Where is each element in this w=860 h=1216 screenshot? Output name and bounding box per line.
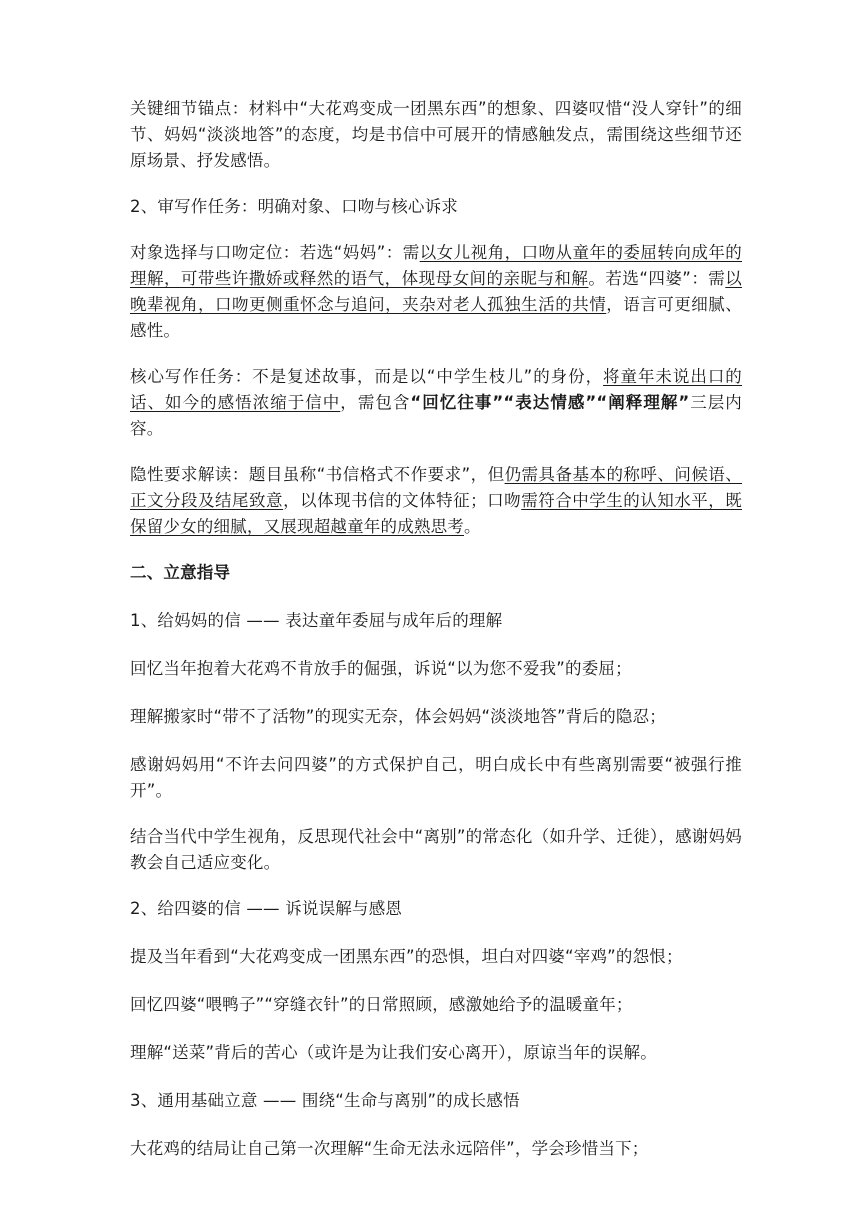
- bold-text: “回忆往事”“表达情感”“阐释理解”: [410, 393, 690, 412]
- heading-letter-grandma: 2、给四婆的信 —— 诉说误解与感恩: [130, 899, 403, 918]
- heading-letter-mom: 1、给妈妈的信 —— 表达童年委屈与成年后的理解: [130, 611, 503, 630]
- text-run: 核心写作任务：不是复述故事，而是以“中学生枝儿”的身份，: [130, 367, 604, 386]
- list-item: 理解“送菜”背后的苦心（或许是为让我们安心离开），原谅当年的误解。: [130, 1043, 657, 1062]
- list-item: 回忆当年抱着大花鸡不肯放手的倔强，诉说“以为您不爱我”的委屈；: [130, 659, 632, 678]
- text-run: ，语言可更细腻、感性。: [130, 295, 742, 340]
- heading-general: 3、通用基础立意 —— 围绕“生命与离别”的成长感悟: [130, 1091, 520, 1110]
- underlined-text: 仍需具备基本的称呼、问候语、正文分段及结尾致意: [130, 465, 742, 510]
- paragraph-key-details: 关键细节锚点：材料中“大花鸡变成一团黑东西”的想象、四婆叹惜“没人穿针”的细节、妈妈“淡淡地答”的态度，均是书信中可展开的情感触发点，需围绕这些细节还原场景、抒发感悟。: [130, 99, 742, 170]
- paragraph-core-task: [130, 364, 742, 442]
- list-item: 结合当代中学生视角，反思现代社会中“离别”的常态化（如升学、迁徙），感谢妈妈教会自己适应变化。: [130, 827, 742, 872]
- underlined-text: 将童年未说出口的话、如今的感悟浓缩于信中: [130, 367, 742, 412]
- text-run: 隐性要求解读：题目虽称“书信格式不作要求”，但: [130, 465, 505, 484]
- list-item: 回忆四婆“喂鸭子”“穿缝衣针”的日常照顾，感激她给予的温暖童年；: [130, 995, 633, 1014]
- paragraph-tone: [130, 240, 742, 344]
- text-run: ，以体现书信的文体特征；口吻: [283, 491, 522, 510]
- text-run: ，需包含: [340, 393, 411, 412]
- underlined-text: 以女儿视角，口吻从童年的委屈转向成年的理解，可带些许撒娇或释然的语气，体现母女间的亲昵与和解: [130, 243, 742, 288]
- text-run: 对象选择与口吻定位：若选“妈妈”：需: [130, 243, 420, 262]
- text-run: 三层内容。: [130, 393, 743, 438]
- underlined-text: 需符合中学生的认知水平，既保留少女的细腻，又展现超越童年的成熟思考: [130, 491, 742, 536]
- list-item: 提及当年看到“大花鸡变成一团黑东西”的恐惧，坦白对四婆“宰鸡”的怨恨；: [130, 947, 683, 966]
- paragraph-implicit: [130, 462, 742, 540]
- underlined-text: 以晚辈视角，口吻更侧重怀念与追问，夹杂对老人孤独生活的共情: [130, 269, 742, 314]
- heading-task-2: 2、审写作任务：明确对象、口吻与核心诉求: [130, 197, 458, 216]
- list-item: 理解搬家时“带不了活物”的现实无奈，体会妈妈“淡淡地答”背后的隐忍；: [130, 707, 666, 726]
- list-item: 大花鸡的结局让自己第一次理解“生命无法永远陪伴”，学会珍惜当下；: [130, 1139, 649, 1158]
- section-title: 二、立意指导: [130, 563, 231, 582]
- list-item: 感谢妈妈用“不许去问四婆”的方式保护自己，明白成长中有些离别需要“被强行推开”。: [130, 755, 742, 800]
- text-run: 。: [464, 517, 481, 536]
- text-run: 。若选“四婆”：需: [588, 269, 726, 288]
